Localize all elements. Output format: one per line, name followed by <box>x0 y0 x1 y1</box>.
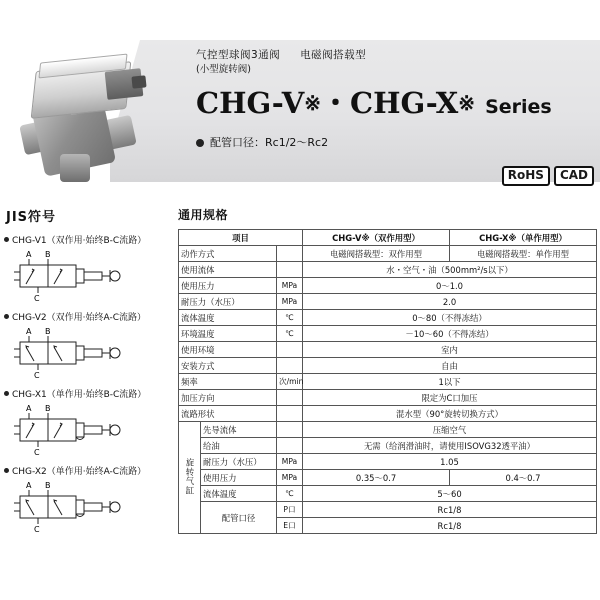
svg-text:C: C <box>34 294 40 303</box>
row-label: 加压方向 <box>179 390 277 406</box>
badge-group <box>502 166 594 186</box>
svg-text:A: A <box>26 481 32 490</box>
row-label: 使用环境 <box>179 342 277 358</box>
jis-symbol-v2 <box>4 310 172 381</box>
row-value-both: －10～60（不得冻结） <box>303 326 597 342</box>
table-row <box>179 470 597 486</box>
cad-badge: CAD <box>554 166 594 186</box>
row-value-both: 2.0 <box>303 294 597 310</box>
jis-symbol-v1 <box>4 233 172 304</box>
jis-symbol-column <box>4 206 172 541</box>
row-unit: 次/min <box>277 374 303 390</box>
row-value-both: 水・空气・油（500mm²/s以下） <box>303 262 597 278</box>
col-item-header: 项目 <box>179 230 303 246</box>
row-label: 频率 <box>179 374 277 390</box>
header-bullet <box>196 134 594 150</box>
row-value-both: 混水型（90°旋转切换方式） <box>303 406 597 422</box>
row-unit: MPa <box>277 294 303 310</box>
jis-symbol-x2-text: CHG-X2（单作用·始终A-C流路） <box>12 467 147 477</box>
row-value-both: 限定为C口加压 <box>303 390 597 406</box>
row-unit <box>277 358 303 374</box>
header-subtitle-line2: (小型旋转阀) <box>196 64 251 75</box>
jis-symbol-x2 <box>4 464 172 535</box>
rotary-cylinder-group-label <box>179 422 201 534</box>
svg-text:C: C <box>34 525 40 534</box>
table-row <box>179 294 597 310</box>
row-label: 耐压力（水压） <box>179 294 277 310</box>
row-unit: MPa <box>277 470 303 486</box>
piping-group-label: 配管口径 <box>201 502 277 534</box>
svg-text:B: B <box>45 404 51 413</box>
row-label: 动作方式 <box>179 246 277 262</box>
table-row <box>179 422 597 438</box>
row-value-both: 5～60 <box>303 486 597 502</box>
jis-symbol-v1-label <box>4 233 172 246</box>
title-series: Series <box>485 96 552 118</box>
header-subtitle-b: 电磁阀搭载型 <box>300 49 367 61</box>
col-x-header: CHG-X※（单作用型） <box>450 230 597 246</box>
row-label: 流体温度 <box>179 310 277 326</box>
jis-heading: JIS符号 <box>6 210 57 225</box>
svg-text:A: A <box>26 250 32 259</box>
row-unit <box>277 342 303 358</box>
row-label: 使用压力 <box>179 278 277 294</box>
title-right: CHG-X <box>350 86 459 120</box>
row-label: 使用压力 <box>201 470 277 486</box>
table-row <box>179 310 597 326</box>
jis-symbol-x1-label <box>4 387 172 400</box>
solenoid-connector <box>131 75 146 88</box>
row-value-x: 电磁阀搭载型：单作用型 <box>450 246 597 262</box>
header-bullet-text: 配管口径：Rc1/2～Rc2 <box>210 136 329 149</box>
row-unit: E口 <box>277 518 303 534</box>
bullet-dot-icon <box>4 391 9 396</box>
table-row <box>179 406 597 422</box>
row-unit <box>277 438 303 454</box>
row-label: 环境温度 <box>179 326 277 342</box>
valve-port-bottom <box>60 154 90 182</box>
jis-symbol-x1 <box>4 387 172 458</box>
spec-table <box>178 229 597 534</box>
jis-symbol-x1-text: CHG-X1（单作用·始终B-C流路） <box>12 390 147 400</box>
row-label: 流体温度 <box>201 486 277 502</box>
svg-text:C: C <box>34 371 40 380</box>
title-separator: ・ <box>320 86 350 120</box>
table-row <box>179 358 597 374</box>
row-label: 给油 <box>201 438 277 454</box>
header-text-block <box>196 48 594 150</box>
row-unit: MPa <box>277 454 303 470</box>
svg-text:B: B <box>45 481 51 490</box>
row-label: 耐压力（水压） <box>201 454 277 470</box>
row-label: 安装方式 <box>179 358 277 374</box>
row-label: 使用流体 <box>179 262 277 278</box>
jis-symbol-v1-text: CHG-V1（双作用·始终B-C流路） <box>12 236 147 246</box>
row-value-both: Rc1/8 <box>303 502 597 518</box>
jis-symbol-v2-text: CHG-V2（双作用·始终A-C流路） <box>12 313 146 323</box>
row-unit: ℃ <box>277 326 303 342</box>
rohs-badge: RoHS <box>502 166 550 186</box>
title-mark-1: ※ <box>304 91 321 115</box>
row-value-both: 0～80（不得冻结） <box>303 310 597 326</box>
title-mark-2: ※ <box>458 91 475 115</box>
header-subtitle-line1 <box>196 48 594 63</box>
row-value-both: 无需（给润滑油时，请使用ISOVG32透平油） <box>303 438 597 454</box>
row-unit: ℃ <box>277 310 303 326</box>
bullet-dot-icon <box>4 468 9 473</box>
row-unit: ℃ <box>277 486 303 502</box>
row-value-both: 室内 <box>303 342 597 358</box>
header-banner <box>0 40 600 190</box>
row-value-both: Rc1/8 <box>303 518 597 534</box>
row-unit: P口 <box>277 502 303 518</box>
table-header-row <box>179 230 597 246</box>
jis-symbol-v2-diagram <box>14 325 164 381</box>
row-value-both: 压缩空气 <box>303 422 597 438</box>
rotary-cylinder-group-text: 旋转气缸 <box>185 457 195 496</box>
row-value-both: 0～1.0 <box>303 278 597 294</box>
table-row <box>179 278 597 294</box>
row-unit <box>277 406 303 422</box>
jis-symbol-v2-label <box>4 310 172 323</box>
table-row <box>179 326 597 342</box>
table-row <box>179 342 597 358</box>
row-unit <box>277 262 303 278</box>
bullet-dot-icon <box>196 139 204 147</box>
table-row <box>179 438 597 454</box>
svg-text:A: A <box>26 404 32 413</box>
spec-column <box>178 206 596 534</box>
jis-symbol-v1-diagram <box>14 248 164 304</box>
row-label: 先导流体 <box>201 422 277 438</box>
row-unit: MPa <box>277 278 303 294</box>
jis-symbol-x2-diagram <box>14 479 164 535</box>
page-title <box>196 81 594 122</box>
row-value-both: 1以下 <box>303 374 597 390</box>
svg-text:B: B <box>45 327 51 336</box>
bullet-dot-icon <box>4 314 9 319</box>
header-subtitle-a: 气控型球阀3通阀 <box>196 49 281 61</box>
row-unit <box>277 422 303 438</box>
table-row <box>179 454 597 470</box>
jis-symbol-x2-label <box>4 464 172 477</box>
svg-text:B: B <box>45 250 51 259</box>
row-value-v: 0.35～0.7 <box>303 470 450 486</box>
jis-symbol-x1-diagram <box>14 402 164 458</box>
title-left: CHG-V <box>196 86 305 120</box>
row-value-x: 0.4～0.7 <box>450 470 597 486</box>
row-unit <box>277 390 303 406</box>
spec-heading: 通用规格 <box>178 208 229 222</box>
table-row <box>179 502 597 518</box>
svg-text:C: C <box>34 448 40 457</box>
table-row <box>179 390 597 406</box>
table-row <box>179 486 597 502</box>
row-value-v: 电磁阀搭载型：双作用型 <box>303 246 450 262</box>
table-row <box>179 262 597 278</box>
row-unit <box>277 246 303 262</box>
bullet-dot-icon <box>4 237 9 242</box>
table-row <box>179 246 597 262</box>
table-row <box>179 374 597 390</box>
row-label: 流路形状 <box>179 406 277 422</box>
product-photo <box>14 48 162 176</box>
col-v-header: CHG-V※（双作用型） <box>303 230 450 246</box>
svg-text:A: A <box>26 327 32 336</box>
row-value-both: 自由 <box>303 358 597 374</box>
row-value-both: 1.05 <box>303 454 597 470</box>
